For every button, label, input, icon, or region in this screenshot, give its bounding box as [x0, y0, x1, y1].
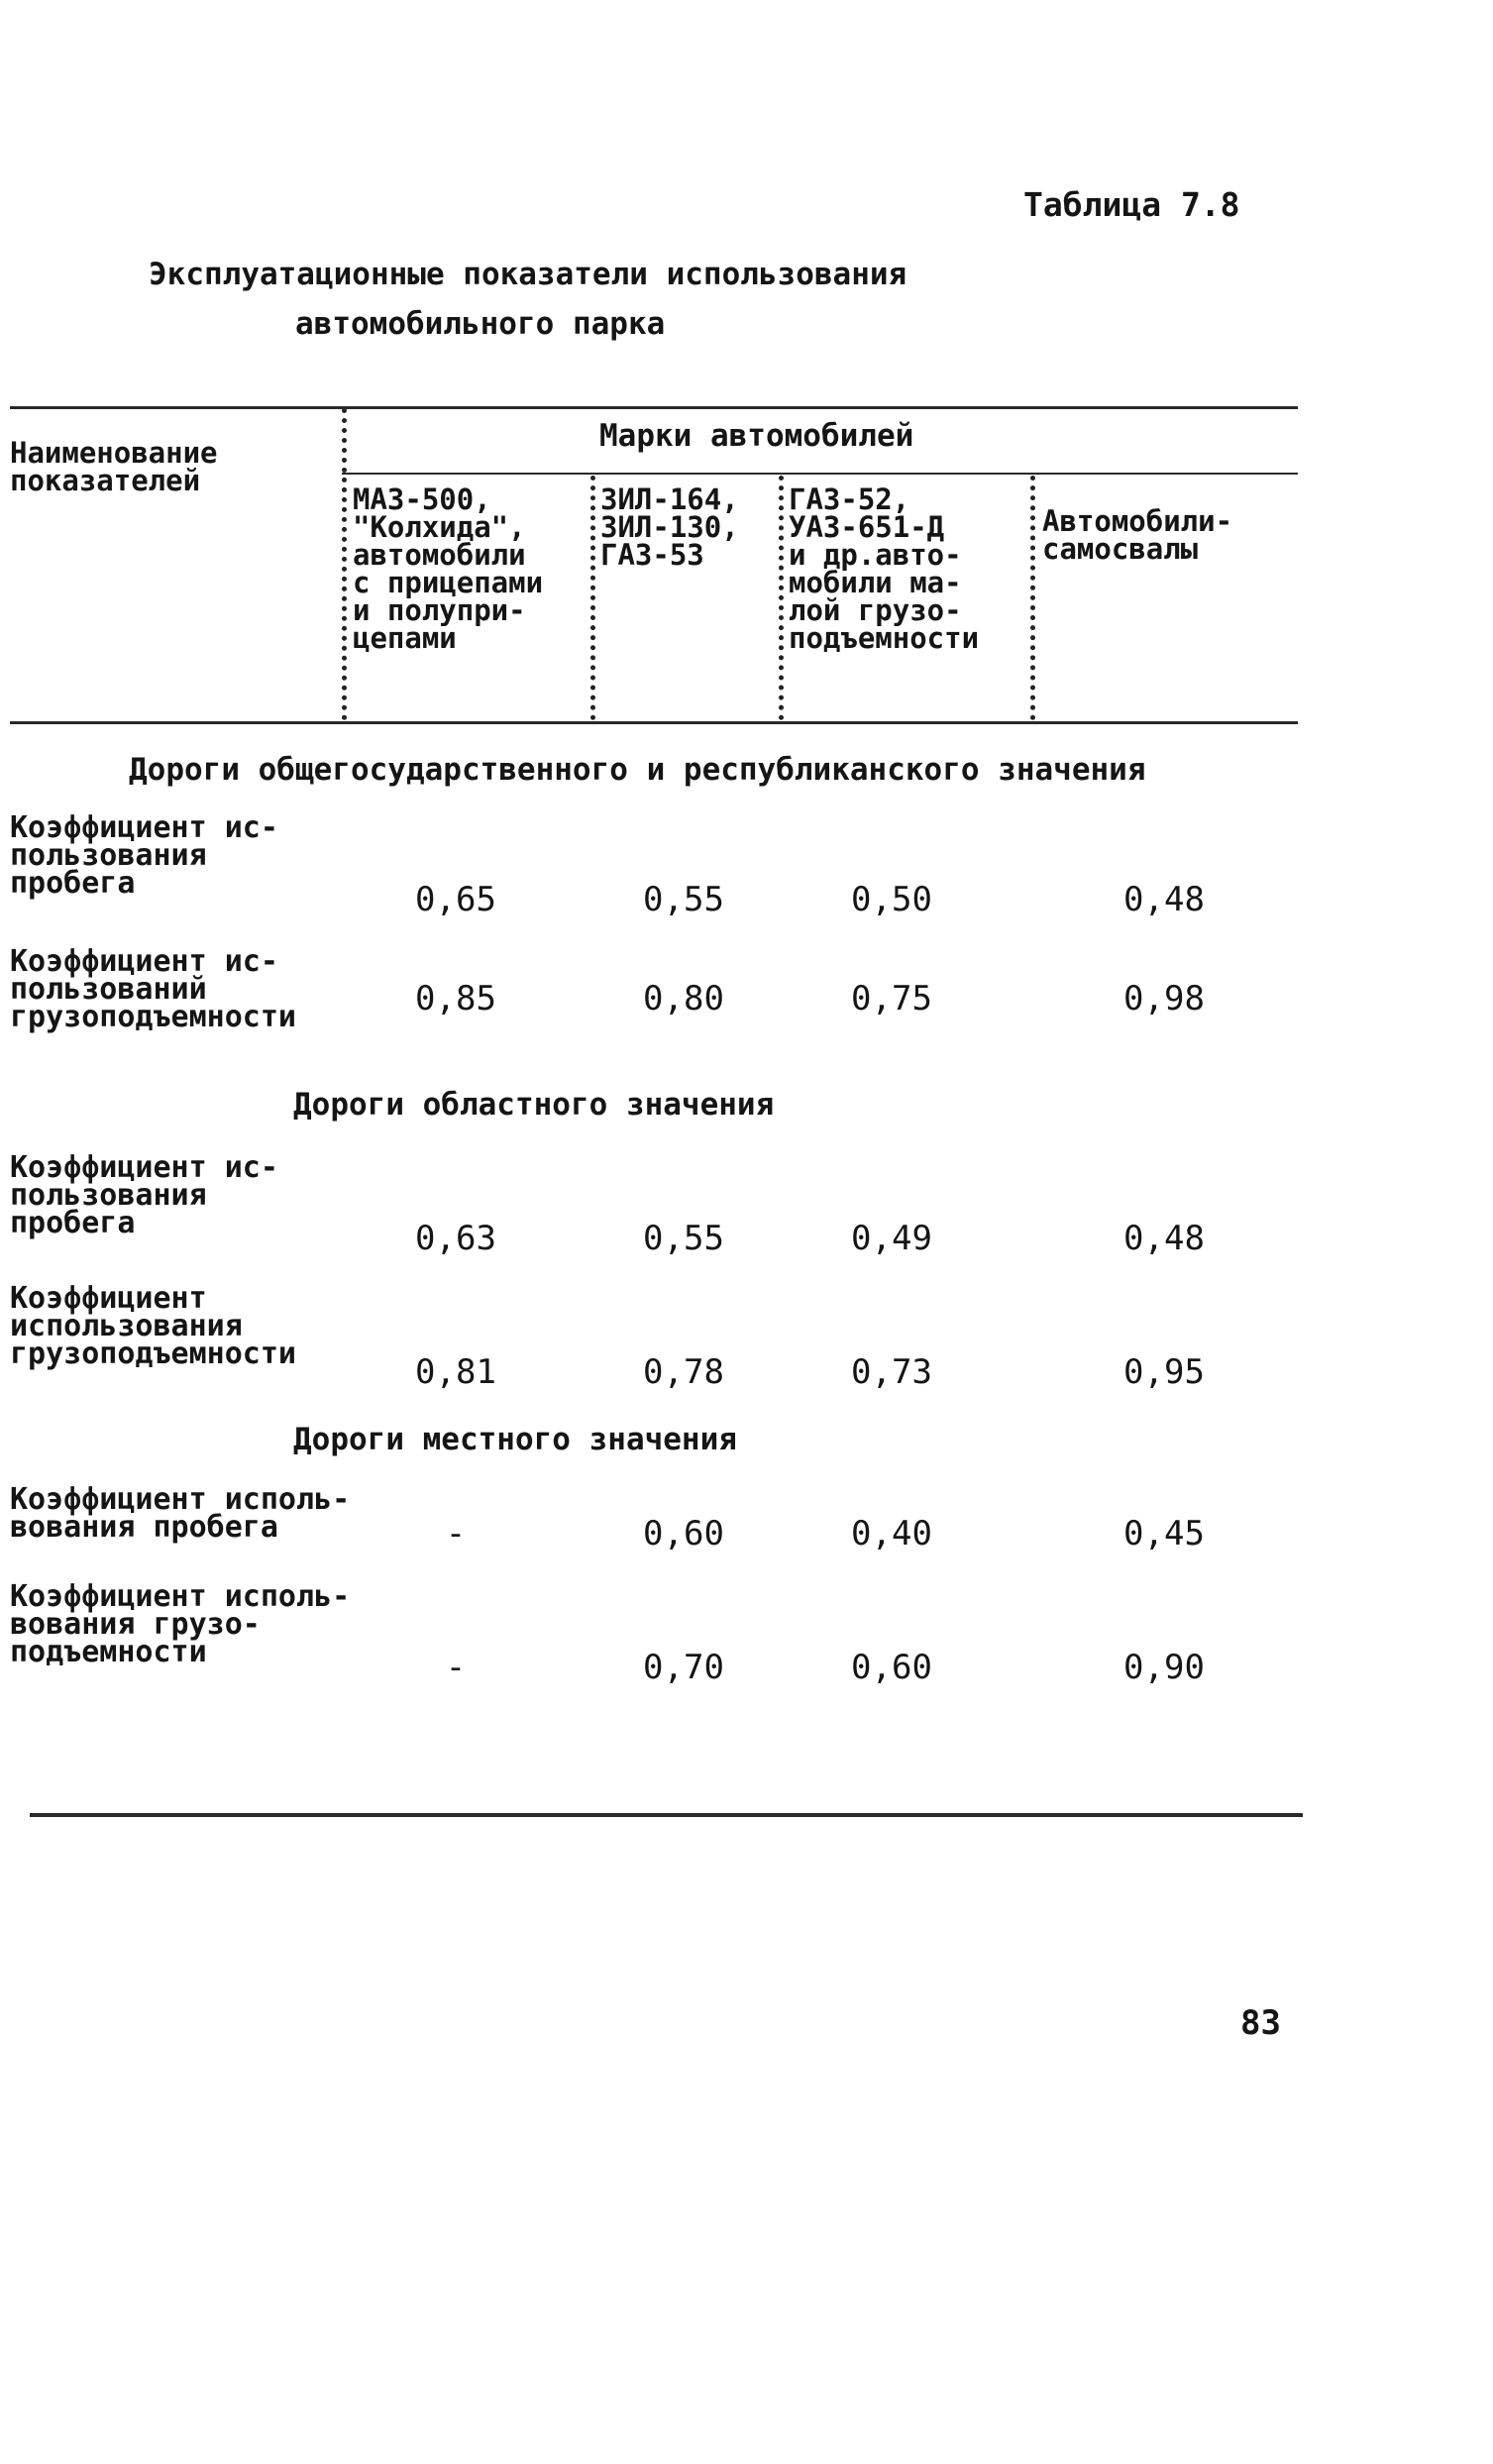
section-title: Дороги общегосударственного и республиканского значения: [129, 752, 1146, 788]
column-header-4: Автомобили- самосвалы: [1042, 504, 1233, 566]
value-cell: 0,73: [851, 1352, 932, 1392]
value-cell: 0,95: [1123, 1352, 1205, 1392]
row-label: Коэффициент исполь- вования пробега: [10, 1482, 351, 1545]
row-label: Коэффициент использования грузоподъемности: [10, 1281, 296, 1371]
value-cell: 0,55: [643, 880, 724, 919]
table-label: Таблица 7.8: [1023, 185, 1240, 224]
value-cell: 0,81: [415, 1352, 496, 1392]
value-cell: 0,65: [415, 880, 496, 919]
value-cell: 0,85: [415, 979, 496, 1018]
page-number: 83: [1240, 2003, 1281, 2043]
row-label: Коэффициент ис- пользований грузоподъемности: [10, 944, 296, 1034]
column-header-3: ГАЗ-52, УАЗ-651-Д и др.авто- мобили ма- лой грузо- подъемности: [789, 482, 980, 655]
value-cell: 0,70: [643, 1648, 724, 1687]
table-top-rule: [10, 406, 1298, 409]
value-cell: 0,48: [1123, 1219, 1205, 1258]
column-separator: [1030, 476, 1035, 720]
value-cell: -: [445, 1648, 467, 1687]
value-cell: 0,78: [643, 1352, 724, 1392]
column-separator: [779, 476, 784, 720]
group-header-rule: [342, 473, 1298, 475]
section-title: Дороги местного значения: [293, 1422, 737, 1457]
table-title-line1: Эксплуатационные показатели использования: [149, 257, 907, 292]
table-bottom-rule: [30, 1813, 1303, 1817]
value-cell: 0,55: [643, 1219, 724, 1258]
value-cell: -: [445, 1514, 467, 1553]
group-header: Марки автомобилей: [599, 418, 914, 454]
table-title-line2: автомобильного парка: [295, 306, 666, 342]
section-title: Дороги областного значения: [293, 1087, 775, 1123]
value-cell: 0,90: [1123, 1648, 1205, 1687]
value-cell: 0,45: [1123, 1514, 1205, 1553]
row-label: Коэффициент исполь- вования грузо- подъемности: [10, 1579, 351, 1669]
column-separator: [590, 476, 595, 720]
value-cell: 0,98: [1123, 979, 1205, 1018]
value-cell: 0,50: [851, 880, 932, 919]
header-bottom-rule: [10, 721, 1298, 724]
row-label: Коэффициент ис- пользования пробега: [10, 1150, 278, 1240]
value-cell: 0,49: [851, 1219, 932, 1258]
value-cell: 0,63: [415, 1219, 496, 1258]
column-header-2: ЗИЛ-164, ЗИЛ-130, ГАЗ-53: [600, 482, 739, 572]
value-cell: 0,60: [851, 1648, 932, 1687]
value-cell: 0,75: [851, 979, 932, 1018]
value-cell: 0,80: [643, 979, 724, 1018]
value-cell: 0,60: [643, 1514, 724, 1553]
row-header: Наименование показателей: [10, 436, 218, 497]
row-label: Коэффициент ис- пользования пробега: [10, 810, 278, 901]
value-cell: 0,40: [851, 1514, 932, 1553]
column-separator: [342, 408, 347, 720]
column-header-1: МАЗ-500, "Колхида", автомобили с прицепами и полупри- цепами: [353, 482, 544, 655]
value-cell: 0,48: [1123, 880, 1205, 919]
